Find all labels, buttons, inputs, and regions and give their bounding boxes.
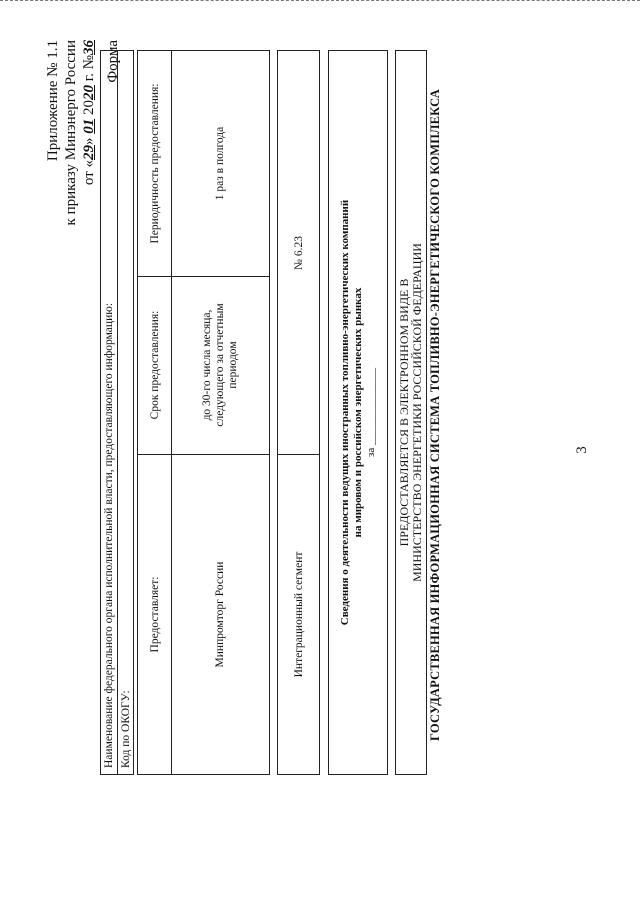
table-header: Предоставляет:: [138, 455, 172, 774]
appendix-date-line: от «29» 01 2020 г. №36: [81, 40, 97, 186]
table-header: Срок предоставления:: [138, 276, 172, 454]
appendix-block: [44, 40, 98, 225]
submission-table: [137, 50, 270, 775]
submission-line-2: МИНИСТЕРСТВО ЭНЕРГЕТИКИ РОССИЙСКОЙ ФЕДЕРАЦИИ: [410, 243, 424, 582]
report-period: за ______________: [364, 368, 377, 457]
authority-box: [100, 50, 134, 775]
page-number: 3: [574, 446, 590, 454]
page-title: ГОСУДАРСТВЕННАЯ ИНФОРМАЦИОННАЯ СИСТЕМА ТОПЛИВНО-ЭНЕРГЕТИЧЕСКОГО КОМПЛЕКСА: [428, 89, 442, 741]
table-column-provider: [138, 455, 269, 774]
handwritten-order-number: 36: [81, 40, 97, 55]
report-title-line-1: Сведения о деятельности ведущих иностранных топливно-энергетических компаний: [338, 199, 351, 626]
appendix-title: Приложение № 1.1: [45, 40, 61, 162]
table-cell: 1 раз в полгода: [213, 126, 226, 201]
submission-line-1: ПРЕДОСТАВЛЯЕТСЯ В ЭЛЕКТРОННОМ ВИДЕ В: [397, 278, 411, 547]
okogu-label: Код по ОКОГУ:: [120, 690, 132, 768]
segment-box: [277, 50, 320, 775]
table-column-frequency: [138, 51, 269, 277]
submission-box: [395, 50, 427, 775]
handwritten-day: 29: [81, 145, 97, 161]
report-title-line-2: на мировом и российском энергетических рынках: [351, 287, 364, 538]
report-box: [328, 50, 388, 775]
table-column-deadline: [138, 276, 269, 455]
handwritten-month: 01: [81, 118, 97, 134]
table-cell: Минпромторг России: [213, 561, 226, 668]
segment-value: № 6.23: [292, 236, 305, 270]
table-header: Периодичность предоставления:: [138, 51, 172, 276]
form-label: Форма: [105, 40, 121, 83]
segment-label: Интеграционный сегмент: [278, 454, 319, 774]
appendix-order-ref: к приказу Минэнерго России: [63, 40, 79, 226]
authority-label: Наименование федерального органа исполнительной власти, предоставляющего информацию:: [101, 51, 118, 774]
table-cell: до 30-го числа месяца, следующего за отчетным периодом: [200, 303, 239, 427]
handwritten-year: 20: [81, 85, 97, 101]
